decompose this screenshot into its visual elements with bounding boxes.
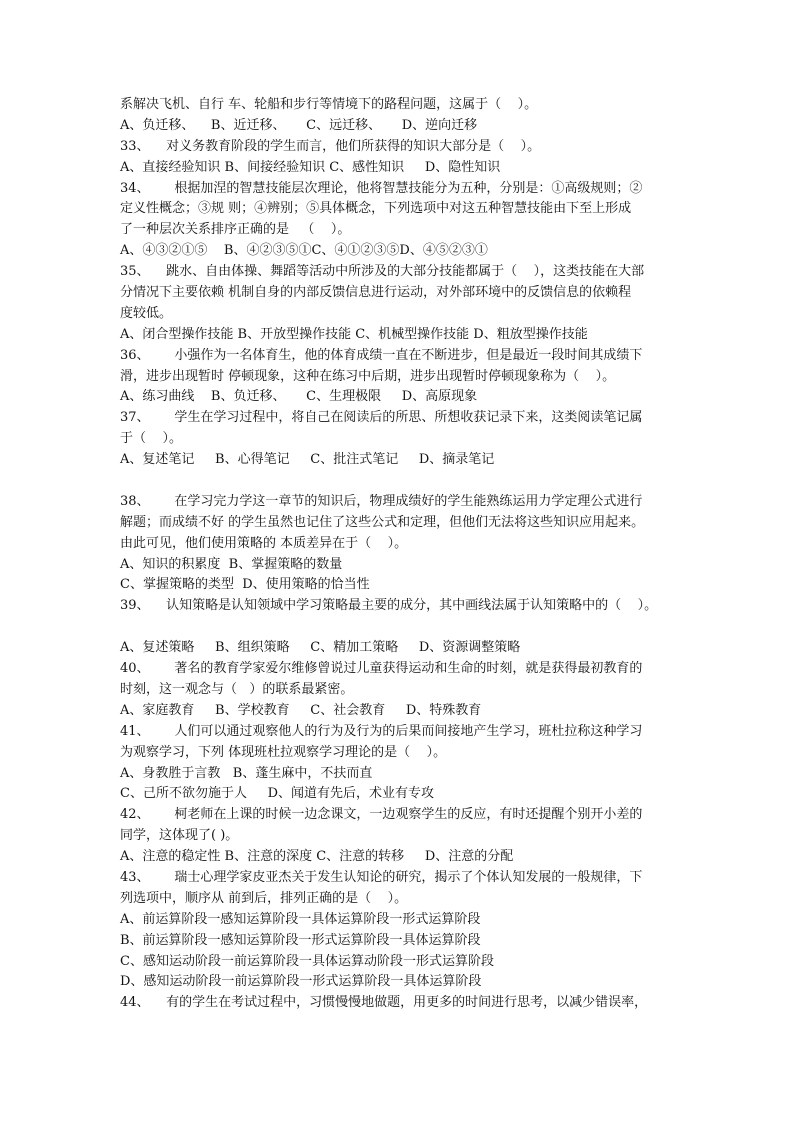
text-line: 系解决飞机、自行 车、轮船和步行等情境下的路程问题，这属于（ ）。 xyxy=(120,97,538,112)
question-42: 42、 柯老师在上课的时候一边念课文，一边观察学生的反应，有时还提醒个别开小差的 xyxy=(120,807,643,823)
text-line: 由此可见，他们使用策略的 本质差异在于（ ）。 xyxy=(120,535,408,551)
question-37: 37、 学生在学习过程中，将自己在阅读后的所思、所想收获记录下来，这类阅读笔记属 xyxy=(120,410,643,426)
text-line: 为观察学习，下列 体现班杜拉观察学习理论的是（ ）。 xyxy=(120,744,447,760)
text-line: 滑，进步出现暂时 停顿现象，这种在练习中后期，进步出现暂时停顿现象称为（ ）。 xyxy=(120,368,616,384)
answer-options: A、④③②①⑤ B、④②③⑤①C、④①②③⑤D、④⑤②③① xyxy=(120,243,488,259)
answer-options: A、家庭教育 B、学校教育 C、社会教育 D、特殊教育 xyxy=(120,702,482,718)
text-line: 解题；而成绩不好 的学生虽然也记住了这些公式和定理，但他们无法将这些知识应用起来。 xyxy=(120,514,645,530)
document-page xyxy=(120,95,680,1014)
question-40: 40、 著名的教育学家爱尔维修曾说过儿童获得运动和生命的时刻，就是获得最初教育的 xyxy=(120,661,643,677)
text-line: 同学，这体现了( )。 xyxy=(120,828,239,844)
question-34: 34、 根据加涅的智慧技能层次理论，他将智慧技能分为五种，分别是：①高级规则；② xyxy=(120,180,643,196)
answer-options: A、闭合型操作技能 B、开放型操作技能 C、机械型操作技能 D、粗放型操作技能 xyxy=(120,326,588,342)
question-35: 35、 跳水、自由体操、舞蹈等活动中所涉及的大部分技能都属于（ ），这类技能在大部 xyxy=(120,264,645,280)
answer-option-a: A、前运算阶段一感知运算阶段一具体运算阶段一形式运算阶段 xyxy=(120,911,481,927)
question-43: 43、 瑞士心理学家皮亚杰关于发生认知论的研究，揭示了个体认知发展的一般规律，下 xyxy=(120,869,643,885)
answer-options: C、掌握策略的类型 D、使用策略的恰当性 xyxy=(120,577,370,593)
answer-options: A、注意的稳定性 B、注意的深度 C、注意的转移 D、注意的分配 xyxy=(120,849,514,865)
answer-options: A、负迁移、 B、近迁移、 C、远迁移、 D、逆向迁移 xyxy=(120,117,478,133)
question-38: 38、 在学习完力学这一章节的知识后，物理成绩好的学生能熟练运用力学定理公式进行 xyxy=(120,493,643,509)
question-39: 39、 认知策略是认知领域中学习策略最主要的成分，其中画线法属于认知策略中的（ ）。 xyxy=(120,598,658,614)
blank-line xyxy=(120,471,680,492)
text-line: 定义性概念；③规 则；④辨别；⑤具体概念，下列选项中对这五种智慧技能由下至上形成 xyxy=(120,201,632,217)
text-line: 时刻，这一观念与（ ）的联系最紧密。 xyxy=(120,681,354,697)
text-line: 列选项中，顺序从 前到后，排列正确的是（ ）。 xyxy=(120,890,408,906)
text-line: 于（ ）。 xyxy=(120,431,183,447)
answer-options: A、直接经验知识 B、间接经验知识 C、感性知识 D、隐性知识 xyxy=(120,159,501,175)
blank-line xyxy=(120,617,680,638)
text-line: 度较低。 xyxy=(120,305,173,321)
question-44: 44、 有的学生在考试过程中，习惯慢慢地做题，用更多的时间进行思考，以减少错误率， xyxy=(120,995,648,1011)
question-36: 36、 小强作为一名体育生，他的体育成绩一直在不断进步，但是最近一段时间其成绩下 xyxy=(120,347,643,363)
answer-options: A、知识的积累度 B、掌握策略的数量 xyxy=(120,556,343,572)
text-line: 分情况下主要依赖 机制自身的内部反馈信息进行运动，对外部环境中的反馈信息的依赖程 xyxy=(120,285,632,301)
question-33: 33、 对义务教育阶段的学生而言，他们所获得的知识大部分是（ ）。 xyxy=(120,138,541,154)
answer-option-c: C、感知运动阶段一前运算阶段一具体运算动阶段一形式运算阶段 xyxy=(120,953,494,969)
answer-options: A、练习曲线 B、负迁移、 C、生理极限 D、高原现象 xyxy=(120,389,478,405)
text-line: 了一种层次关系排序正确的是 （ ）。 xyxy=(120,222,351,238)
answer-options: A、身教胜于言教 B、蓬生麻中，不扶而直 xyxy=(120,765,373,781)
answer-options: A、复述笔记 B、心得笔记 C、批注式笔记 D、摘录笔记 xyxy=(120,452,495,468)
answer-option-b: B、前运算阶段一感知运算阶段一形式运算阶段一具体运算阶段 xyxy=(120,932,481,948)
answer-options: A、复述策略 B、组织策略 C、精加工策略 D、资源调整策略 xyxy=(120,640,521,656)
question-41: 41、 人们可以通过观察他人的行为及行为的后果而间接地产生学习，班杜拉称这种学习 xyxy=(120,723,643,739)
answer-options: C、己所不欲勿施于人 D、闻道有先后，术业有专攻 xyxy=(120,786,435,802)
answer-option-d: D、感知运动阶段一前运算阶段一形式运算阶段一具体运算阶段 xyxy=(120,974,482,990)
